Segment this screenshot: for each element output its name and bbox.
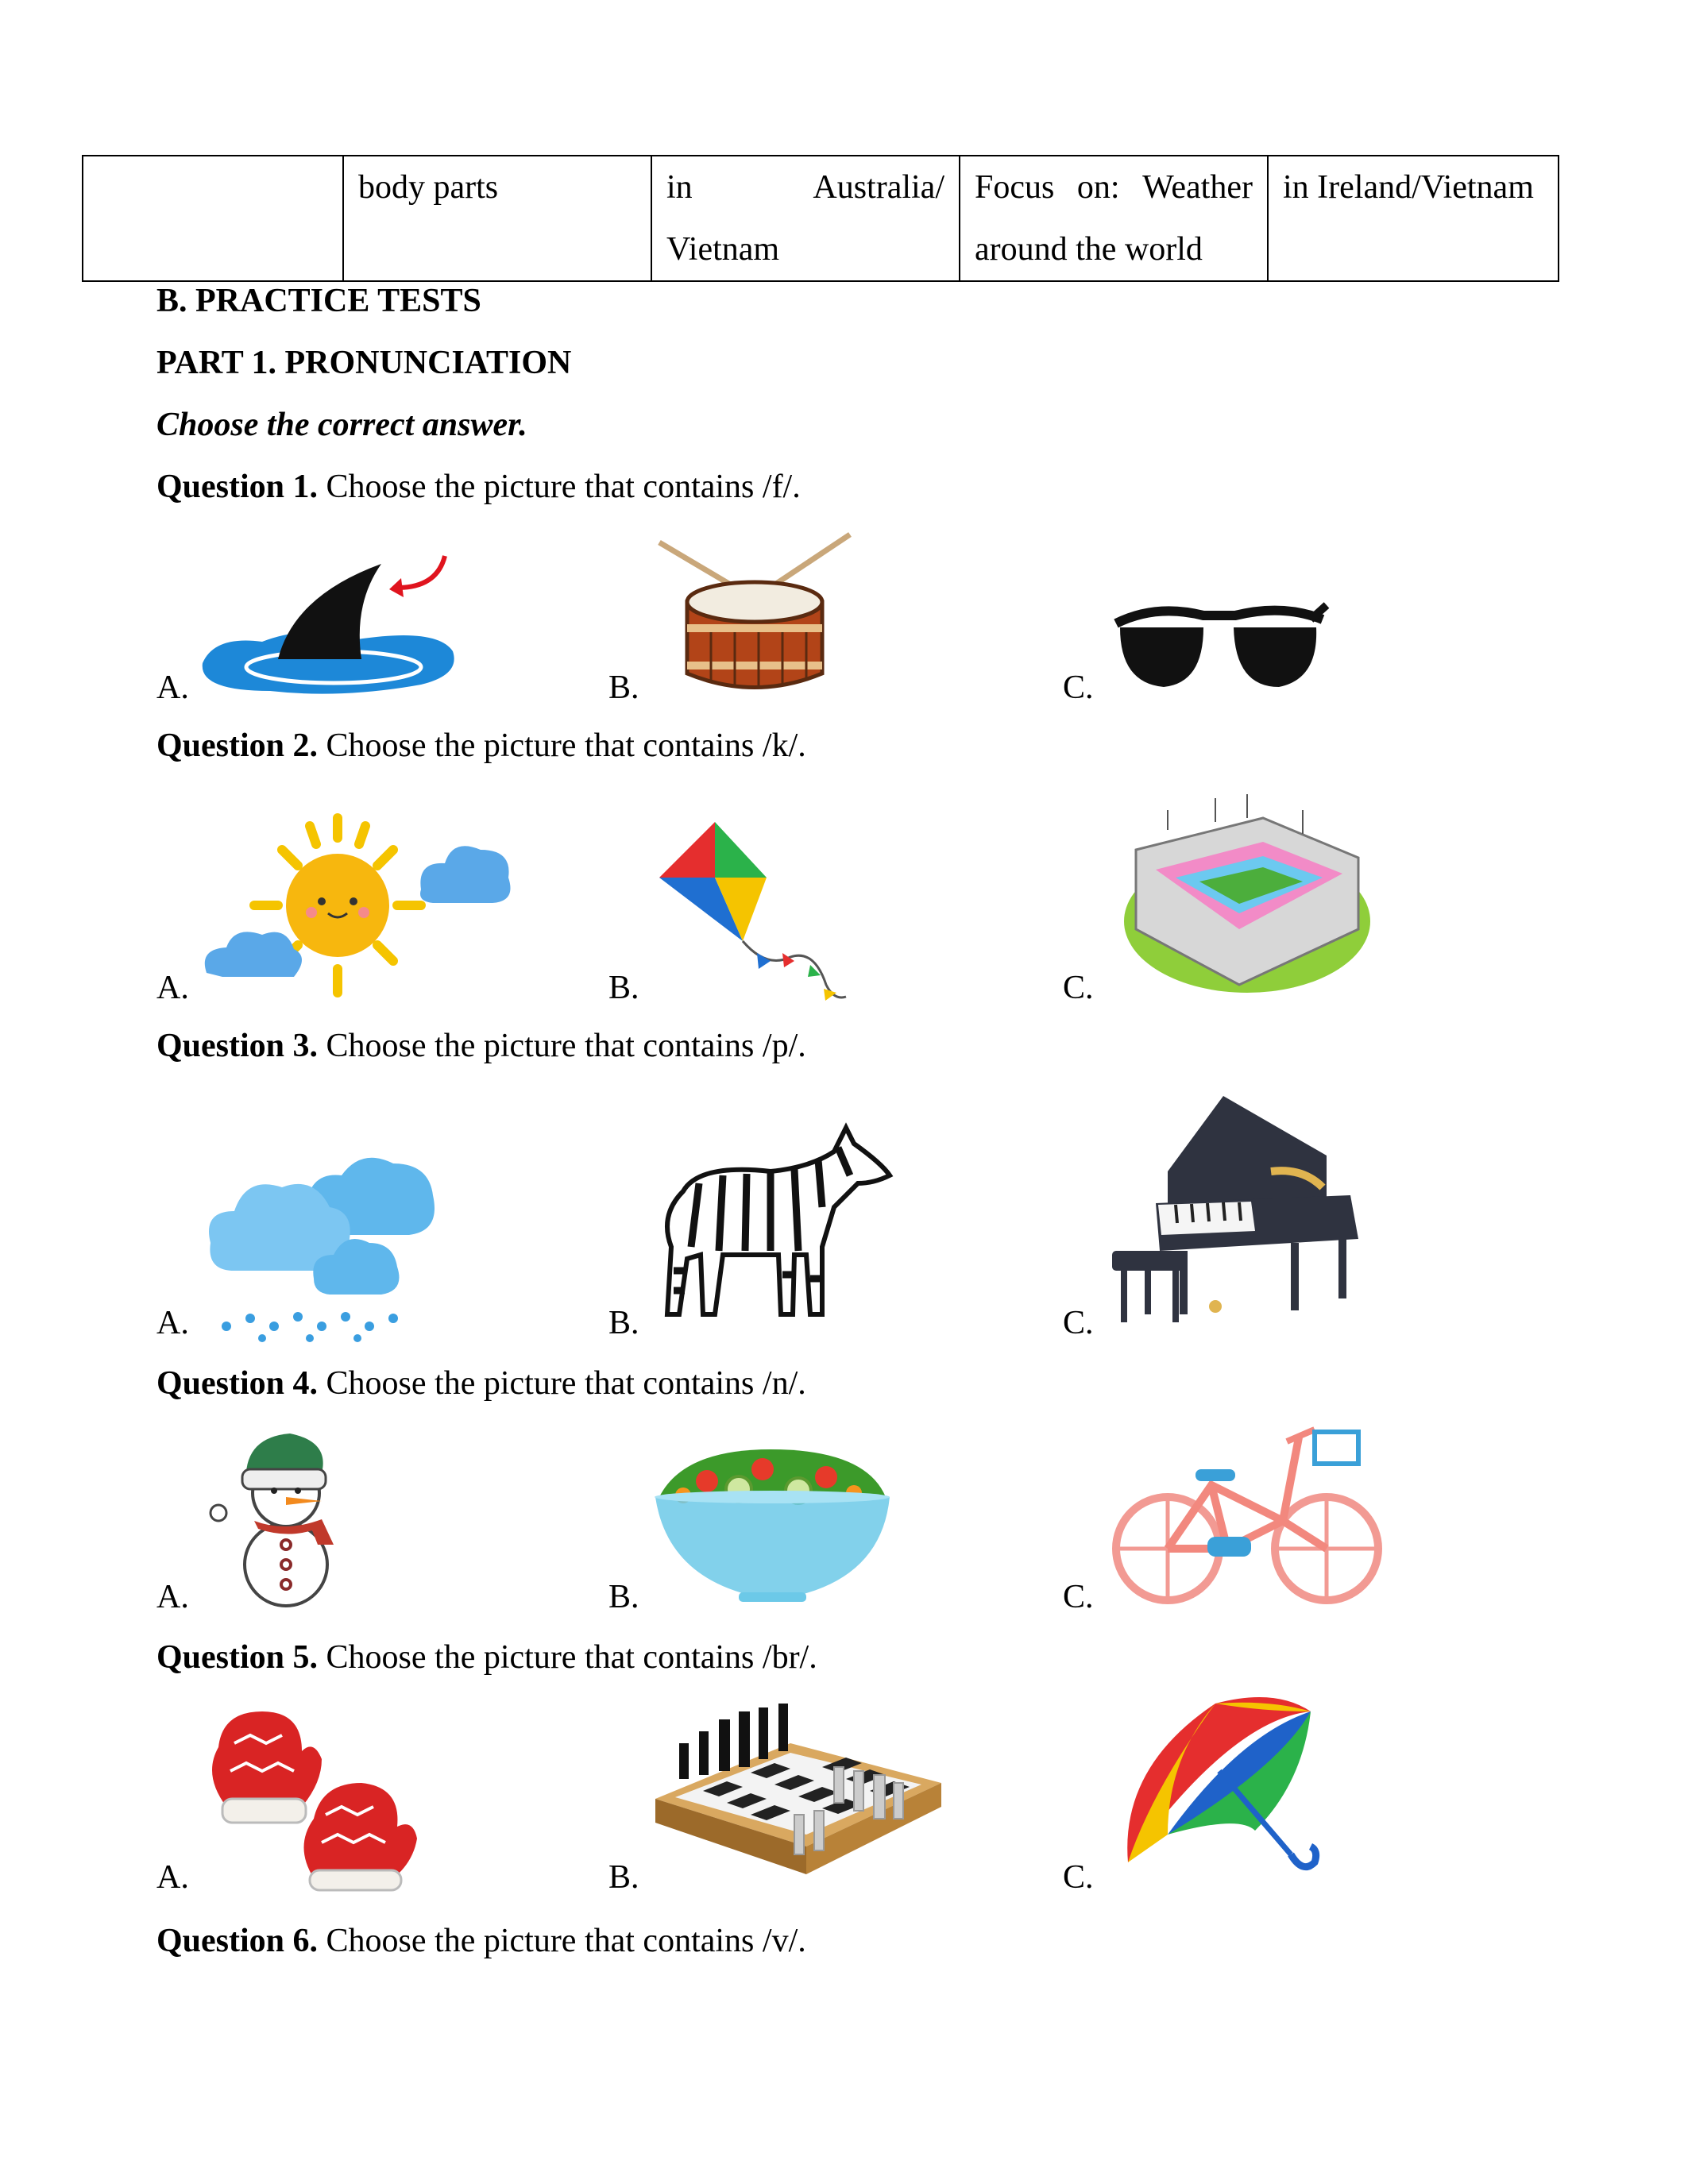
cell-text: Vietnam [666,231,780,268]
question-label: Question 3. [156,1028,319,1064]
cell-text: on: [1076,169,1120,206]
option-c[interactable]: C. [1063,1305,1094,1341]
table-cell-empty [83,156,343,281]
table-cell-topic: body parts [343,156,651,281]
option-b[interactable]: B. [608,1859,639,1896]
option-c[interactable]: C. [1063,669,1094,706]
option-b[interactable]: B. [608,1579,639,1615]
question-label: Question 1. [156,469,319,505]
option-a[interactable]: A. [156,1305,189,1341]
option-b[interactable]: B. [608,1305,639,1341]
table-cell-focus [960,156,1268,281]
question-2 [156,727,806,765]
question-label: Question 4. [156,1365,319,1402]
bicycle-icon[interactable] [1108,1426,1386,1608]
question-text: Choose the picture that contains /n/. [326,1365,806,1402]
question-text: Choose the picture that contains /v/. [326,1923,806,1959]
question-text: Choose the picture that contains /p/. [326,1028,806,1064]
option-a[interactable]: A. [156,970,189,1006]
question-4 [156,1364,806,1403]
piano-icon[interactable] [1112,1092,1366,1330]
option-a[interactable]: A. [156,1579,189,1615]
cell-text: Australia/ [813,169,944,206]
question-1 [156,468,801,506]
option-a[interactable]: A. [156,1859,189,1896]
option-a[interactable]: A. [156,669,189,706]
question-text: Choose the picture that contains /br/. [326,1639,817,1676]
question-text: Choose the picture that contains /k/. [326,727,806,764]
question-label: Question 5. [156,1639,319,1676]
salad-bowl-icon[interactable] [651,1433,894,1608]
cell-text: in [666,169,693,206]
rain-cloud-icon[interactable] [203,1144,441,1342]
table-row [83,156,1559,281]
question-6 [156,1922,806,1960]
table-cell-location [651,156,960,281]
option-c[interactable]: C. [1063,1579,1094,1615]
sun-icon[interactable] [199,814,516,997]
sunglasses-icon[interactable] [1108,596,1331,699]
kite-icon[interactable] [655,818,846,1005]
option-b[interactable]: B. [608,669,639,706]
chessboard-icon[interactable] [651,1696,945,1882]
drum-icon[interactable] [655,531,854,697]
cell-text: Focus [975,169,1055,206]
mittens-icon[interactable] [203,1704,421,1890]
table-cell-country: in Ireland/Vietnam [1268,156,1559,281]
option-c[interactable]: C. [1063,1859,1094,1896]
question-3 [156,1027,806,1065]
stadium-icon[interactable] [1120,794,1374,1001]
shark-fin-icon[interactable] [199,548,469,699]
question-text: Choose the picture that contains /f/. [326,469,801,505]
cell-text: around the world [975,231,1203,268]
question-label: Question 2. [156,727,319,764]
question-label: Question 6. [156,1923,319,1959]
option-b[interactable]: B. [608,970,639,1006]
curriculum-table [82,155,1559,282]
option-c[interactable]: C. [1063,970,1094,1006]
umbrella-icon[interactable] [1120,1696,1319,1886]
question-5 [156,1638,817,1677]
zebra-icon[interactable] [651,1120,890,1326]
cell-text: Weather [1142,169,1253,206]
snowman-icon[interactable] [203,1426,369,1608]
instruction: Choose the correct answer. [156,407,527,443]
section-title: B. PRACTICE TESTS [156,283,481,319]
part-title: PART 1. PRONUNCIATION [156,345,572,381]
